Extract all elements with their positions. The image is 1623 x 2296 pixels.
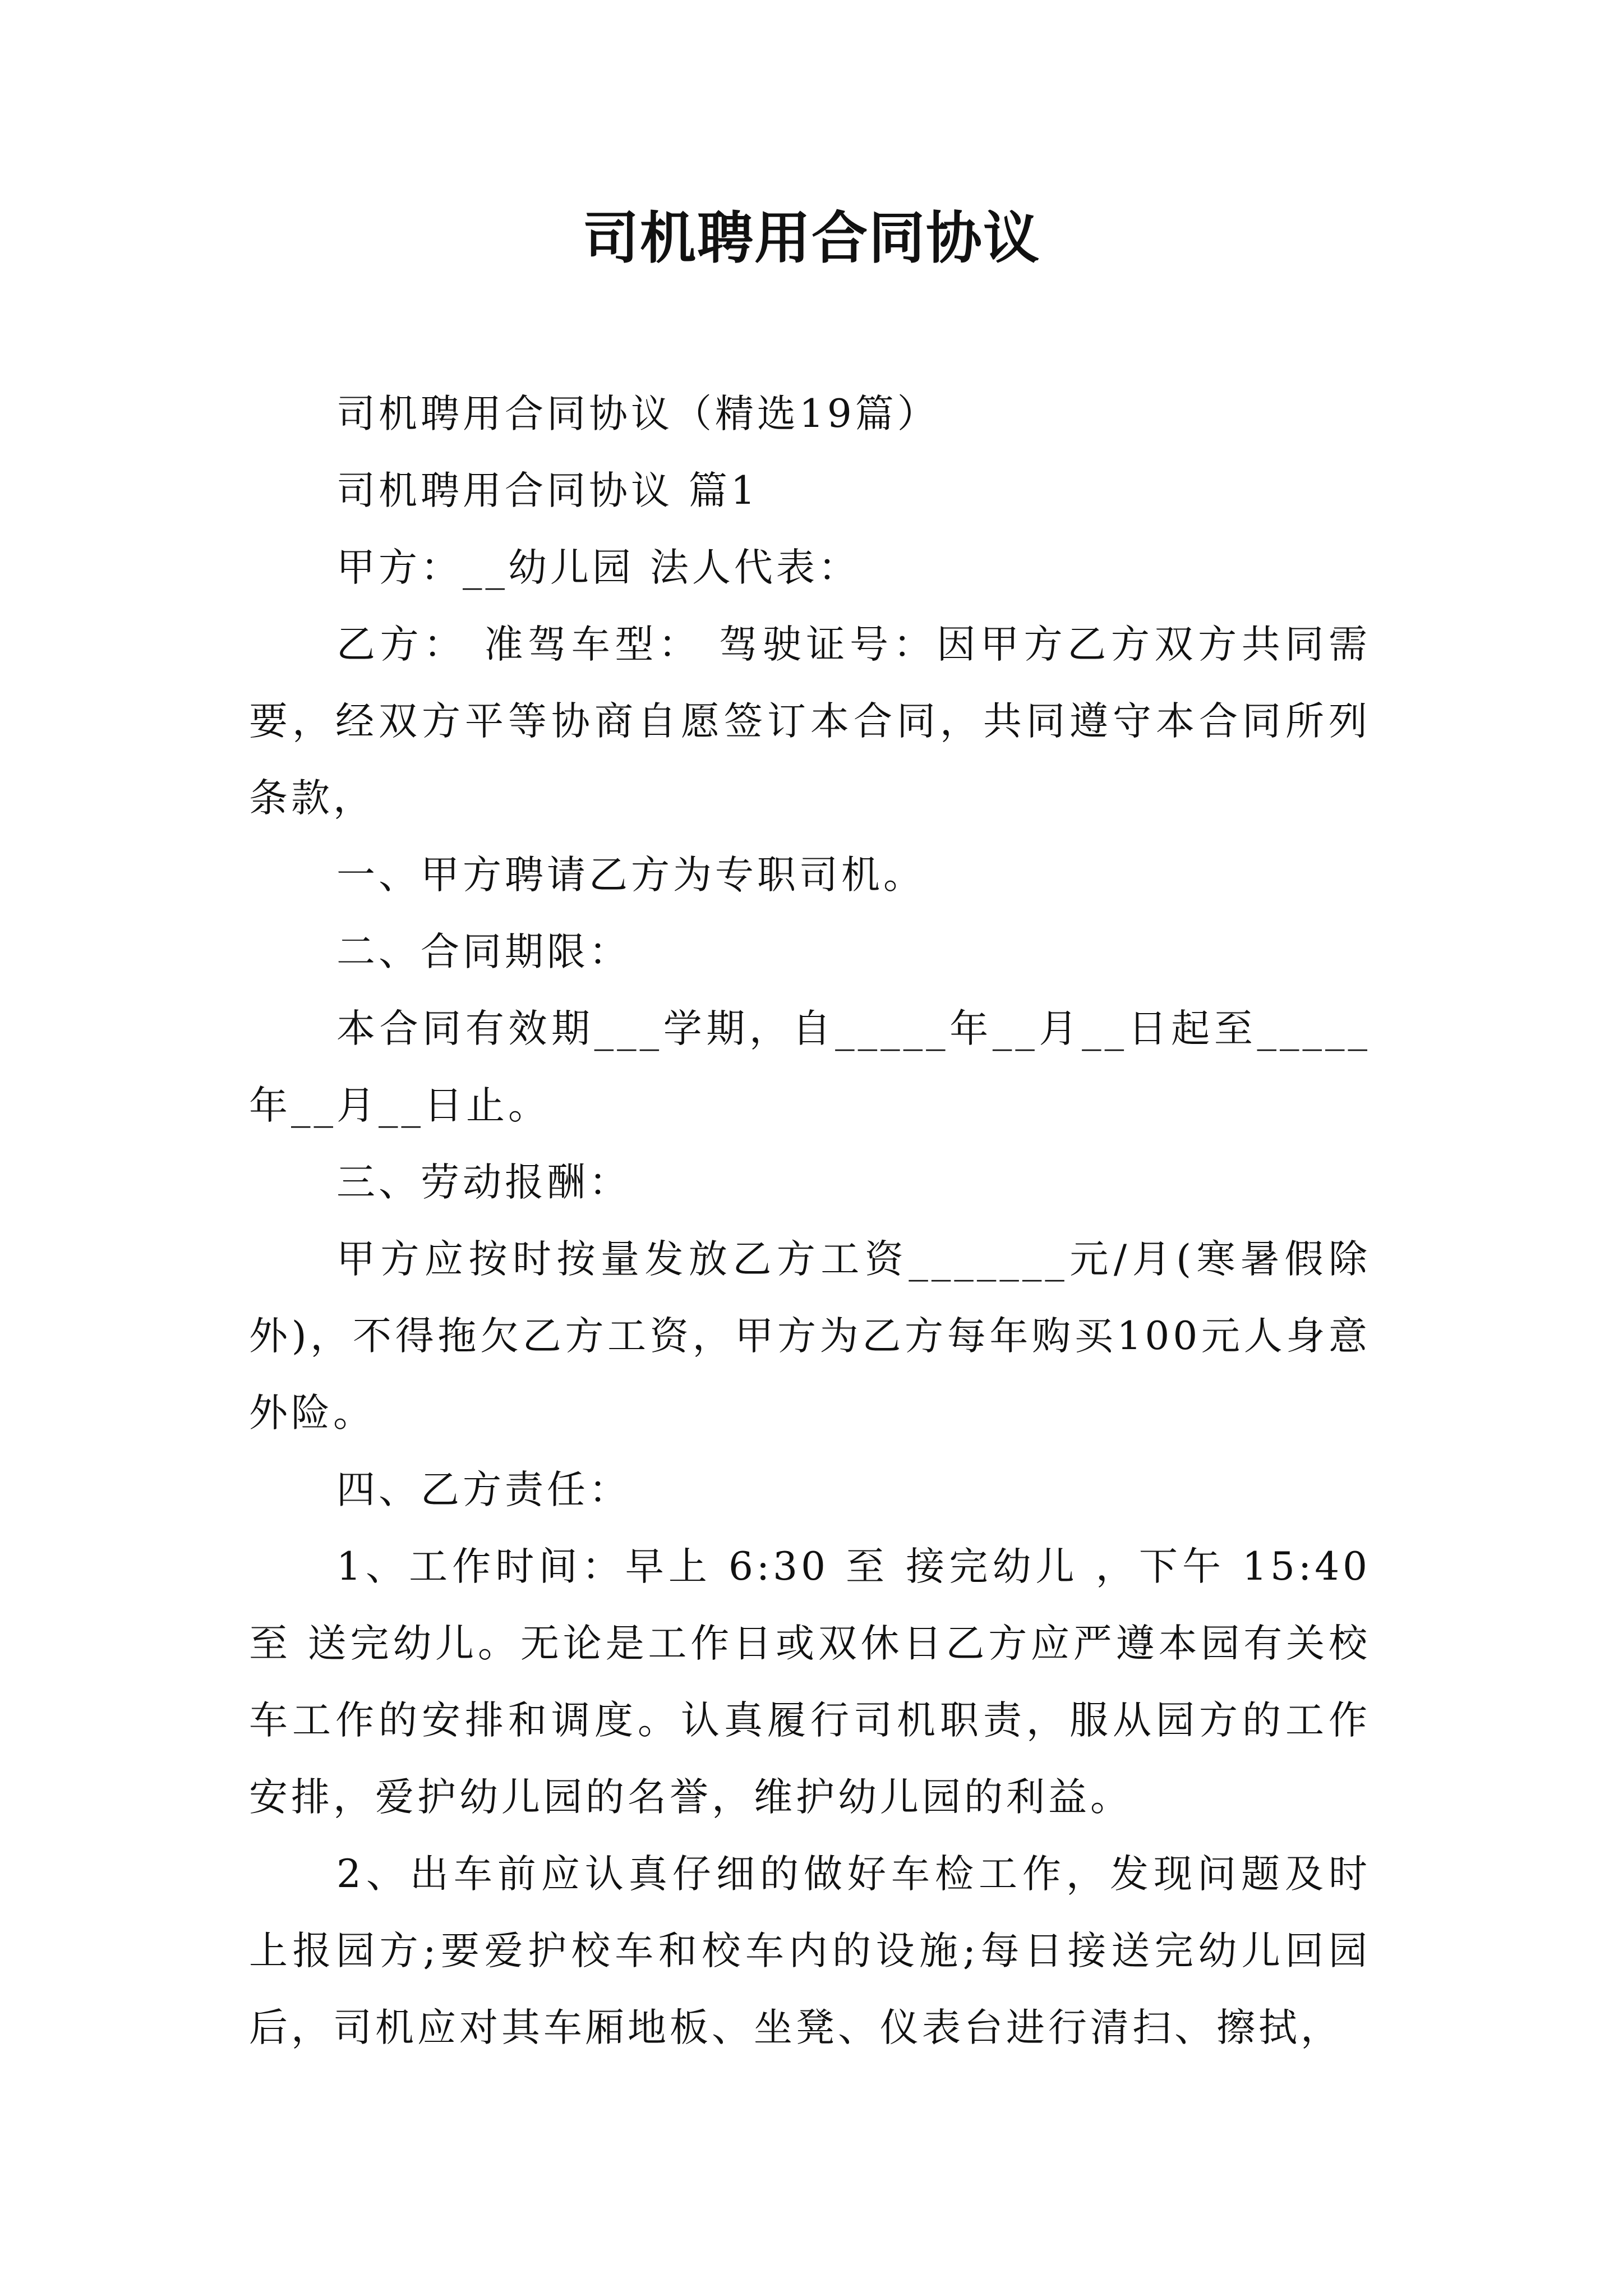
paragraph: 二、合同期限： — [336, 930, 631, 974]
paragraph: 甲方：__幼儿园 法人代表： — [336, 545, 860, 590]
document-title: 司机聘用合同协议 — [583, 205, 1040, 271]
paragraph: 三、劳动报酬： — [336, 1160, 631, 1205]
paragraph: 乙方： 准驾车型： 驾驶证号：因甲方乙方双方共同需要，经双方平等协商自愿签订本合同，共同遵守本合同所列条款， — [249, 622, 1371, 821]
paragraph: 一、甲方聘请乙方为专职司机。 — [336, 853, 925, 898]
paragraph: 四、乙方责任： — [336, 1467, 631, 1512]
paragraph: 本合同有效期___学期，自_____年__月__日起至_____年__月__日止。 — [249, 1006, 1371, 1128]
document-body — [249, 376, 1371, 2067]
paragraph: 1、工作时间：早上 6:30 至 接完幼儿 ，下午 15:40至 送完幼儿。无论是工作日或双休日乙方应严遵本园有关校车工作的安排和调度。认真履行司机职责，服从园方的工作安排，爱护幼儿园的名誉，维护幼儿园的利益。 — [249, 1544, 1371, 1820]
paragraph: 司机聘用合同协议（精选19篇） — [336, 392, 939, 436]
paragraph: 司机聘用合同协议 篇1 — [336, 468, 759, 513]
paragraph: 2、出车前应认真仔细的做好车检工作，发现问题及时上报园方;要爱护校车和校车内的设施;每日接送完幼儿回园后，司机应对其车厢地板、坐凳、仪表台进行清扫、擦拭， — [249, 1852, 1371, 2050]
paragraph: 甲方应按时按量发放乙方工资_______元/月(寒暑假除外)，不得拖欠乙方工资，甲方为乙方每年购买100元人身意外险。 — [249, 1237, 1371, 1435]
